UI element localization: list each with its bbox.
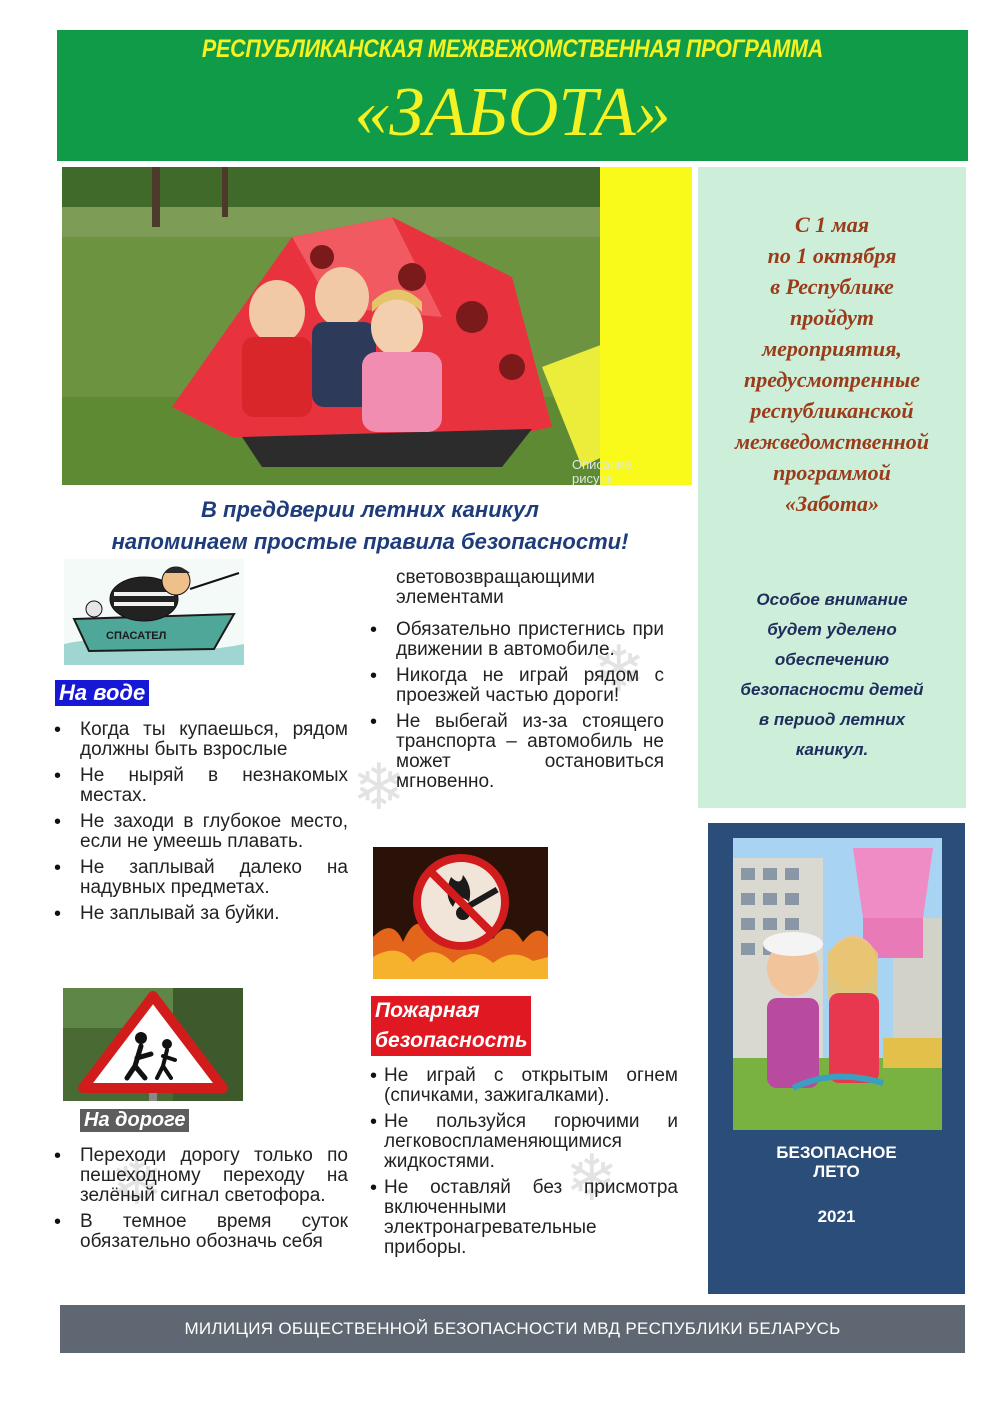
- girls-playground-illustration: [733, 838, 942, 1130]
- list-item: • Переходи дорогу только по пешеходному переходу на зелёный сигнал светофора.: [54, 1146, 348, 1206]
- list-item: • Не заходи в глубокое место, если не умеешь плавать.: [54, 812, 348, 852]
- program-dates-text: С 1 мая по 1 октября в Республике пройдут мероприятия, предусмотренные республиканской межведомственной программой «Забота»: [734, 212, 930, 516]
- snowflake-icon: ❄: [565, 1142, 619, 1214]
- children-tent-photo: [62, 167, 692, 485]
- girls-playground-photo: [733, 838, 942, 1130]
- road-section-label: На дороге: [80, 1109, 189, 1132]
- snowflake-icon: ❄: [352, 751, 406, 823]
- footer-organization: МИЛИЦИЯ ОБЩЕСТВЕННОЙ БЕЗОПАСНОСТИ МВД РЕСПУБЛИКИ БЕЛАРУСЬ: [184, 1319, 841, 1338]
- road-rules-list: [54, 1146, 348, 1258]
- program-title: «ЗАБОТА»: [354, 74, 671, 151]
- children-road-sign-image: [63, 988, 243, 1101]
- program-info-panel: [698, 167, 966, 808]
- water-section-label: На воде: [55, 680, 149, 706]
- snowflake-icon: ❄: [110, 1146, 164, 1218]
- boat-label: СПАСАТЕЛ: [106, 630, 167, 642]
- intro-heading: В преддверии летних каникул напоминаем простые правила безопасности!: [111, 497, 629, 554]
- list-item: • Обязательно пристегнись при движении в автомобиле.: [370, 620, 664, 660]
- no-fire-sign-image: [373, 847, 548, 979]
- list-item: • Никогда не играй рядом с проезжей частью дороги!: [370, 666, 664, 706]
- list-item: • Когда ты купаешься, рядом должны быть взрослые: [54, 720, 348, 760]
- list-item: • Не ныряй в незнакомых местах.: [54, 766, 348, 806]
- rescuer-boat-illustration: [64, 559, 244, 665]
- road-sign-illustration: [63, 988, 243, 1101]
- footer-bar: [60, 1305, 965, 1353]
- list-item: • Не заплывай далеко на надувных предметах.: [54, 858, 348, 898]
- year-label: 2021: [817, 1207, 856, 1226]
- list-item: • Не пользуйся горючими и легковоспламеняющимися жидкостями.: [370, 1112, 678, 1172]
- special-attention-note: Особое внимание будет уделено обеспечению безопасности детей в период летних каникул.: [740, 590, 924, 759]
- water-rules-list: [54, 720, 348, 930]
- fire-section-label: Пожарная безопасность: [371, 996, 531, 1056]
- yellow-accent-bar: [600, 167, 692, 485]
- list-item: • Не выбегай из-за стоящего транспорта – автомобиль не может остановиться мгновенно.: [370, 712, 664, 792]
- program-subtitle: РЕСПУБЛИКАНСКАЯ МЕЖВЕЖОМСТВЕННАЯ ПРОГРАММА: [201, 35, 824, 63]
- fire-rules-list: [370, 1066, 678, 1264]
- road-rules-list-continued: [370, 620, 664, 798]
- road-rule-continuation: световозвращающими элементами: [396, 567, 595, 608]
- photo-caption: Описание рисунк: [572, 457, 632, 486]
- header-banner: [57, 30, 968, 161]
- list-item: • Не играй с открытым огнем (спичками, зажигалками).: [370, 1066, 678, 1106]
- rescuer-boat-image: [64, 559, 244, 665]
- list-item: • В темное время суток обязательно обозначь себя: [54, 1212, 348, 1252]
- safe-summer-title: БЕЗОПАСНОЕ ЛЕТО: [776, 1143, 897, 1181]
- safe-summer-box: [708, 823, 965, 1294]
- no-fire-illustration: [373, 847, 548, 979]
- children-tent-illustration: [62, 167, 692, 485]
- snowflake-icon: ❄: [592, 633, 646, 705]
- list-item: • Не заплывай за буйки.: [54, 904, 348, 924]
- list-item: • Не оставляй без присмотра включенными электронагревательные приборы.: [370, 1178, 678, 1258]
